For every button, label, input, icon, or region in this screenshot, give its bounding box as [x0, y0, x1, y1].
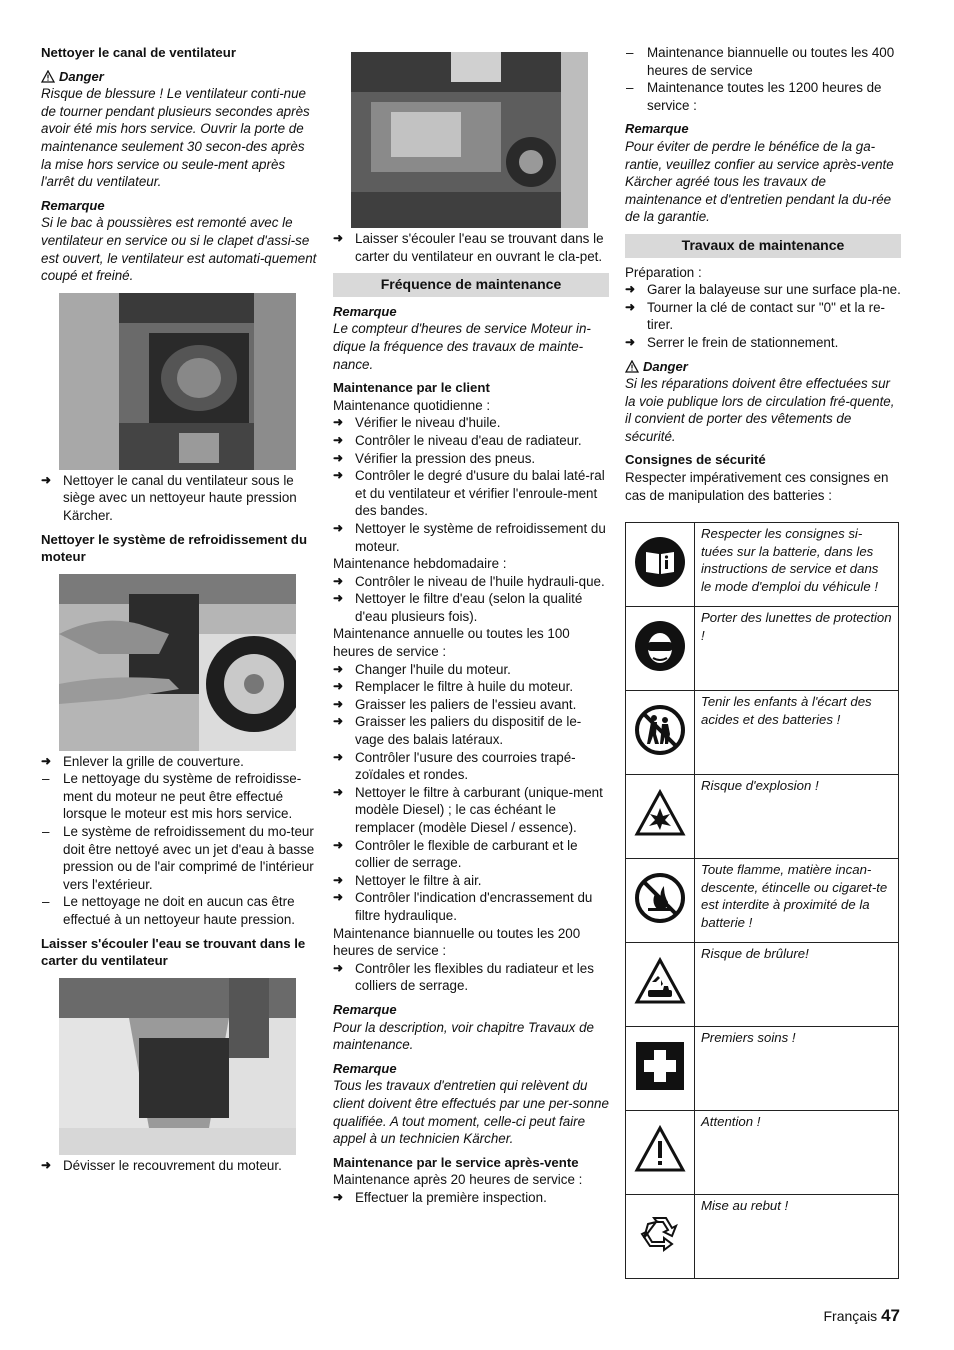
- list-item: ➜ Nettoyer le système de refroidissement du moteur.: [333, 520, 609, 555]
- list-item: ➜ Contrôler le flexible de carburant et le collier de serrage.: [333, 837, 609, 872]
- table-row: [626, 775, 899, 859]
- section-bar-maintenance-work: Travaux de maintenance: [625, 234, 901, 258]
- symbol-text: Tenir les enfants à l'écart des acides et des batteries !: [695, 691, 899, 775]
- list-item: ➜ Tourner la clé de contact sur "0" et la re-tirer.: [625, 299, 901, 334]
- every-1200-item: – Maintenance toutes les 1200 heures de service :: [625, 79, 901, 114]
- after-20-label: Maintenance après 20 heures de service :: [333, 1172, 583, 1188]
- safety-intro: Respecter impérativement ces consignes en cas de manipulation des batteries :: [625, 470, 889, 503]
- list-item: ➜ Contrôler le niveau de l'huile hydrauli-que.: [333, 573, 609, 591]
- step-remove-grille: ➜ Enlever la grille de couverture.: [41, 753, 317, 771]
- battery-safety-table: [625, 522, 899, 1279]
- note-engine-off: – Le nettoyage du système de refroidisse-ment du moteur ne peut être effectué lorsque le moteur est mis hors service.: [41, 770, 317, 823]
- photo-fan-duct: [59, 293, 296, 470]
- weekly-list: [333, 573, 609, 626]
- symbol-text: Respecter les consignes si-tuées sur la batterie, dans les instructions de service et dans le mode d'emploi du véhicule !: [695, 523, 899, 607]
- list-item: ➜ Contrôler le niveau d'eau de radiateur.: [333, 432, 609, 450]
- list-item: ➜ Graisser les paliers de l'essieu avant.: [333, 696, 609, 714]
- symbol-text: Premiers soins !: [695, 1027, 899, 1111]
- no-flame-icon: [634, 872, 686, 924]
- annual-list: [333, 661, 609, 925]
- biannual-200-label: Maintenance biannuelle ou toutes les 200 heures de service :: [333, 925, 581, 959]
- daily-label: Maintenance quotidienne :: [333, 397, 491, 413]
- section-bar-frequency: Fréquence de maintenance: [333, 273, 609, 297]
- list-item: ➜ Nettoyer le filtre d'eau (selon la qualité d'eau plusieurs fois).: [333, 590, 609, 625]
- table-row: [626, 691, 899, 775]
- list-item: ➜ Nettoyer le filtre à air.: [333, 872, 609, 890]
- remark-text: Le compteur d'heures de service Moteur in-dique la fréquence des travaux de mainte-nance.: [333, 321, 591, 372]
- symbol-text: Mise au rebut !: [695, 1195, 899, 1279]
- fan-housing-image: [351, 52, 588, 228]
- biannual-400-item: – Maintenance biannuelle ou toutes les 400 heures de service: [625, 44, 901, 79]
- symbol-text: Toute flamme, matière incan-descente, étincelle ou cigaret-te est interdite à proximité de la batterie !: [695, 859, 899, 943]
- no-children-icon: [634, 704, 686, 756]
- list-item: ➜ Contrôler l'usure des courroies trapé-zoïdales et rondes.: [333, 749, 609, 784]
- photo-engine-cover: [59, 978, 296, 1155]
- table-row: [626, 943, 899, 1027]
- remark-label: Remarque: [333, 1060, 397, 1076]
- remark-label: Remarque: [41, 197, 105, 213]
- list-item: ➜ Contrôler le degré d'usure du balai laté-ral et du ventilateur et vérifier l'enroule-ment des bandes.: [333, 467, 609, 520]
- step-unscrew-cover: ➜ Dévisser le recouvrement du moteur.: [41, 1157, 317, 1175]
- heading-safety: Consignes de sécurité: [625, 452, 766, 468]
- column-left: [41, 44, 317, 1174]
- weekly-label: Maintenance hebdomadaire :: [333, 556, 507, 572]
- heading-service-maintenance: Maintenance par le service après-vente: [333, 1154, 579, 1170]
- symbol-text: Risque de brûlure!: [695, 943, 899, 1027]
- danger-label: Danger: [41, 68, 317, 86]
- footer-language: Français: [823, 1308, 878, 1324]
- symbol-text: Risque d'explosion !: [695, 775, 899, 859]
- table-row: [626, 1195, 899, 1279]
- table-row: [626, 1027, 899, 1111]
- list-item: ➜ Serrer le frein de stationnement.: [625, 334, 901, 352]
- heading-client-maintenance: Maintenance par le client: [333, 380, 490, 396]
- step-clean-fan-duct: ➜ Nettoyer le canal du ventilateur sous le siège avec un nettoyeur haute pression Kärcher.: [41, 472, 317, 525]
- list-item: ➜ Remplacer le filtre à huile du moteur.: [333, 678, 609, 696]
- list-item: ➜ Graisser les paliers du dispositif de le-vage des balais latéraux.: [333, 713, 609, 748]
- page-number: 47: [881, 1306, 900, 1325]
- danger-text: Risque de blessure ! Le ventilateur conti-nue de tourner pendant plusieurs secondes après avoir été mis hors service. Ouvrir la porte de maintenance seulement 30 secon-des après la mise hors service ou seule-ment après l'arrêt du ventilateur.: [41, 86, 310, 190]
- warning-triangle-icon: [625, 360, 639, 373]
- burn-icon: [634, 956, 686, 1008]
- recycle-icon: [634, 1208, 686, 1260]
- fan-duct-image: [59, 293, 296, 470]
- list-item: ➜ Garer la balayeuse sur une surface pla-ne.: [625, 281, 901, 299]
- photo-fan-housing-flap: [351, 52, 588, 228]
- cooling-grille-image: [59, 574, 296, 751]
- list-item: ➜ Contrôler les flexibles du radiateur et les colliers de serrage.: [333, 960, 609, 995]
- engine-cover-image: [59, 978, 296, 1155]
- list-item: ➜ Vérifier le niveau d'huile.: [333, 414, 609, 432]
- symbol-text: Attention !: [695, 1111, 899, 1195]
- column-right: [625, 44, 901, 1279]
- remark-text: Si le bac à poussières est remonté avec le ventilateur en service ou si le clapet d'assi-se est ouvert, le ventilateur est automati-quement coupé et freiné.: [41, 215, 317, 284]
- remark-label: Remarque: [333, 303, 397, 319]
- remark-text: Tous les travaux d'entretien qui relèvent du client doivent être effectués par une per-sonne qualifiée. A tout moment, celle-ci peut faire appel à un technicien Kärcher.: [333, 1078, 609, 1147]
- heading-cooling-system: Nettoyer le système de refroidissement du moteur: [41, 531, 308, 565]
- danger-text: Si les réparations doivent être effectuées sur la voie publique lors de circulation fré-quente, il convient de porter des vêtements de sécurité.: [625, 376, 895, 444]
- preparation-list: [625, 281, 901, 351]
- remark-label: Remarque: [625, 121, 689, 137]
- list-item: ➜ Effectuer la première inspection.: [333, 1189, 609, 1207]
- manual-icon: [634, 536, 686, 588]
- biannual-200-list: [333, 960, 609, 995]
- note-no-high-pressure: – Le nettoyage ne doit en aucun cas être effectué à un nettoyeur haute pression.: [41, 893, 317, 928]
- note-low-pressure: – Le système de refroidissement du mo-teur doit être nettoyé avec un jet d'eau à basse pression ou de l'air comprimé de l'intérieur vers l'extérieur.: [41, 823, 317, 893]
- after-20-list: [333, 1189, 609, 1207]
- heading-fan-duct: Nettoyer le canal de ventilateur: [41, 45, 236, 60]
- first-aid-icon: [634, 1040, 686, 1092]
- step-open-flap: ➜ Laisser s'écouler l'eau se trouvant dans le carter du ventilateur en ouvrant le cla-pet.: [333, 230, 609, 265]
- column-middle: [333, 52, 609, 1206]
- list-item: ➜ Vérifier la pression des pneus.: [333, 450, 609, 468]
- photo-cooling-grille: [59, 574, 296, 751]
- list-item: ➜ Changer l'huile du moteur.: [333, 661, 609, 679]
- table-row: [626, 1111, 899, 1195]
- table-row: [626, 607, 899, 691]
- table-row: [626, 523, 899, 607]
- goggles-icon: [634, 620, 686, 672]
- explosion-icon: [634, 788, 686, 840]
- attention-icon: [634, 1124, 686, 1176]
- list-item: ➜ Contrôler l'indication d'encrassement du filtre hydraulique.: [333, 889, 609, 924]
- table-row: [626, 859, 899, 943]
- preparation-label: Préparation :: [625, 264, 702, 280]
- danger-label: Danger: [625, 358, 901, 376]
- remark-label: Remarque: [333, 1001, 397, 1017]
- list-item: ➜ Nettoyer le filtre à carburant (unique-ment modèle Diesel) ; le cas échéant le remplacer (modèle Diesel / essence).: [333, 784, 609, 837]
- heading-drain-water: Laisser s'écouler l'eau se trouvant dans le carter du ventilateur: [41, 935, 306, 969]
- remark-text: Pour éviter de perdre le bénéfice de la ga-rantie, veuillez confier au service après-vente Kärcher agréé tous les travaux de maintenance et d'entretien pendant la du-rée de la garantie.: [625, 138, 894, 225]
- remark-text: Pour la description, voir chapitre Travaux de maintenance.: [333, 1019, 594, 1053]
- daily-list: [333, 414, 609, 555]
- annual-label: Maintenance annuelle ou toutes les 100 heures de service :: [333, 626, 570, 660]
- page-footer: [824, 1306, 901, 1326]
- symbol-text: Porter des lunettes de protection !: [695, 607, 899, 691]
- warning-triangle-icon: [41, 70, 55, 83]
